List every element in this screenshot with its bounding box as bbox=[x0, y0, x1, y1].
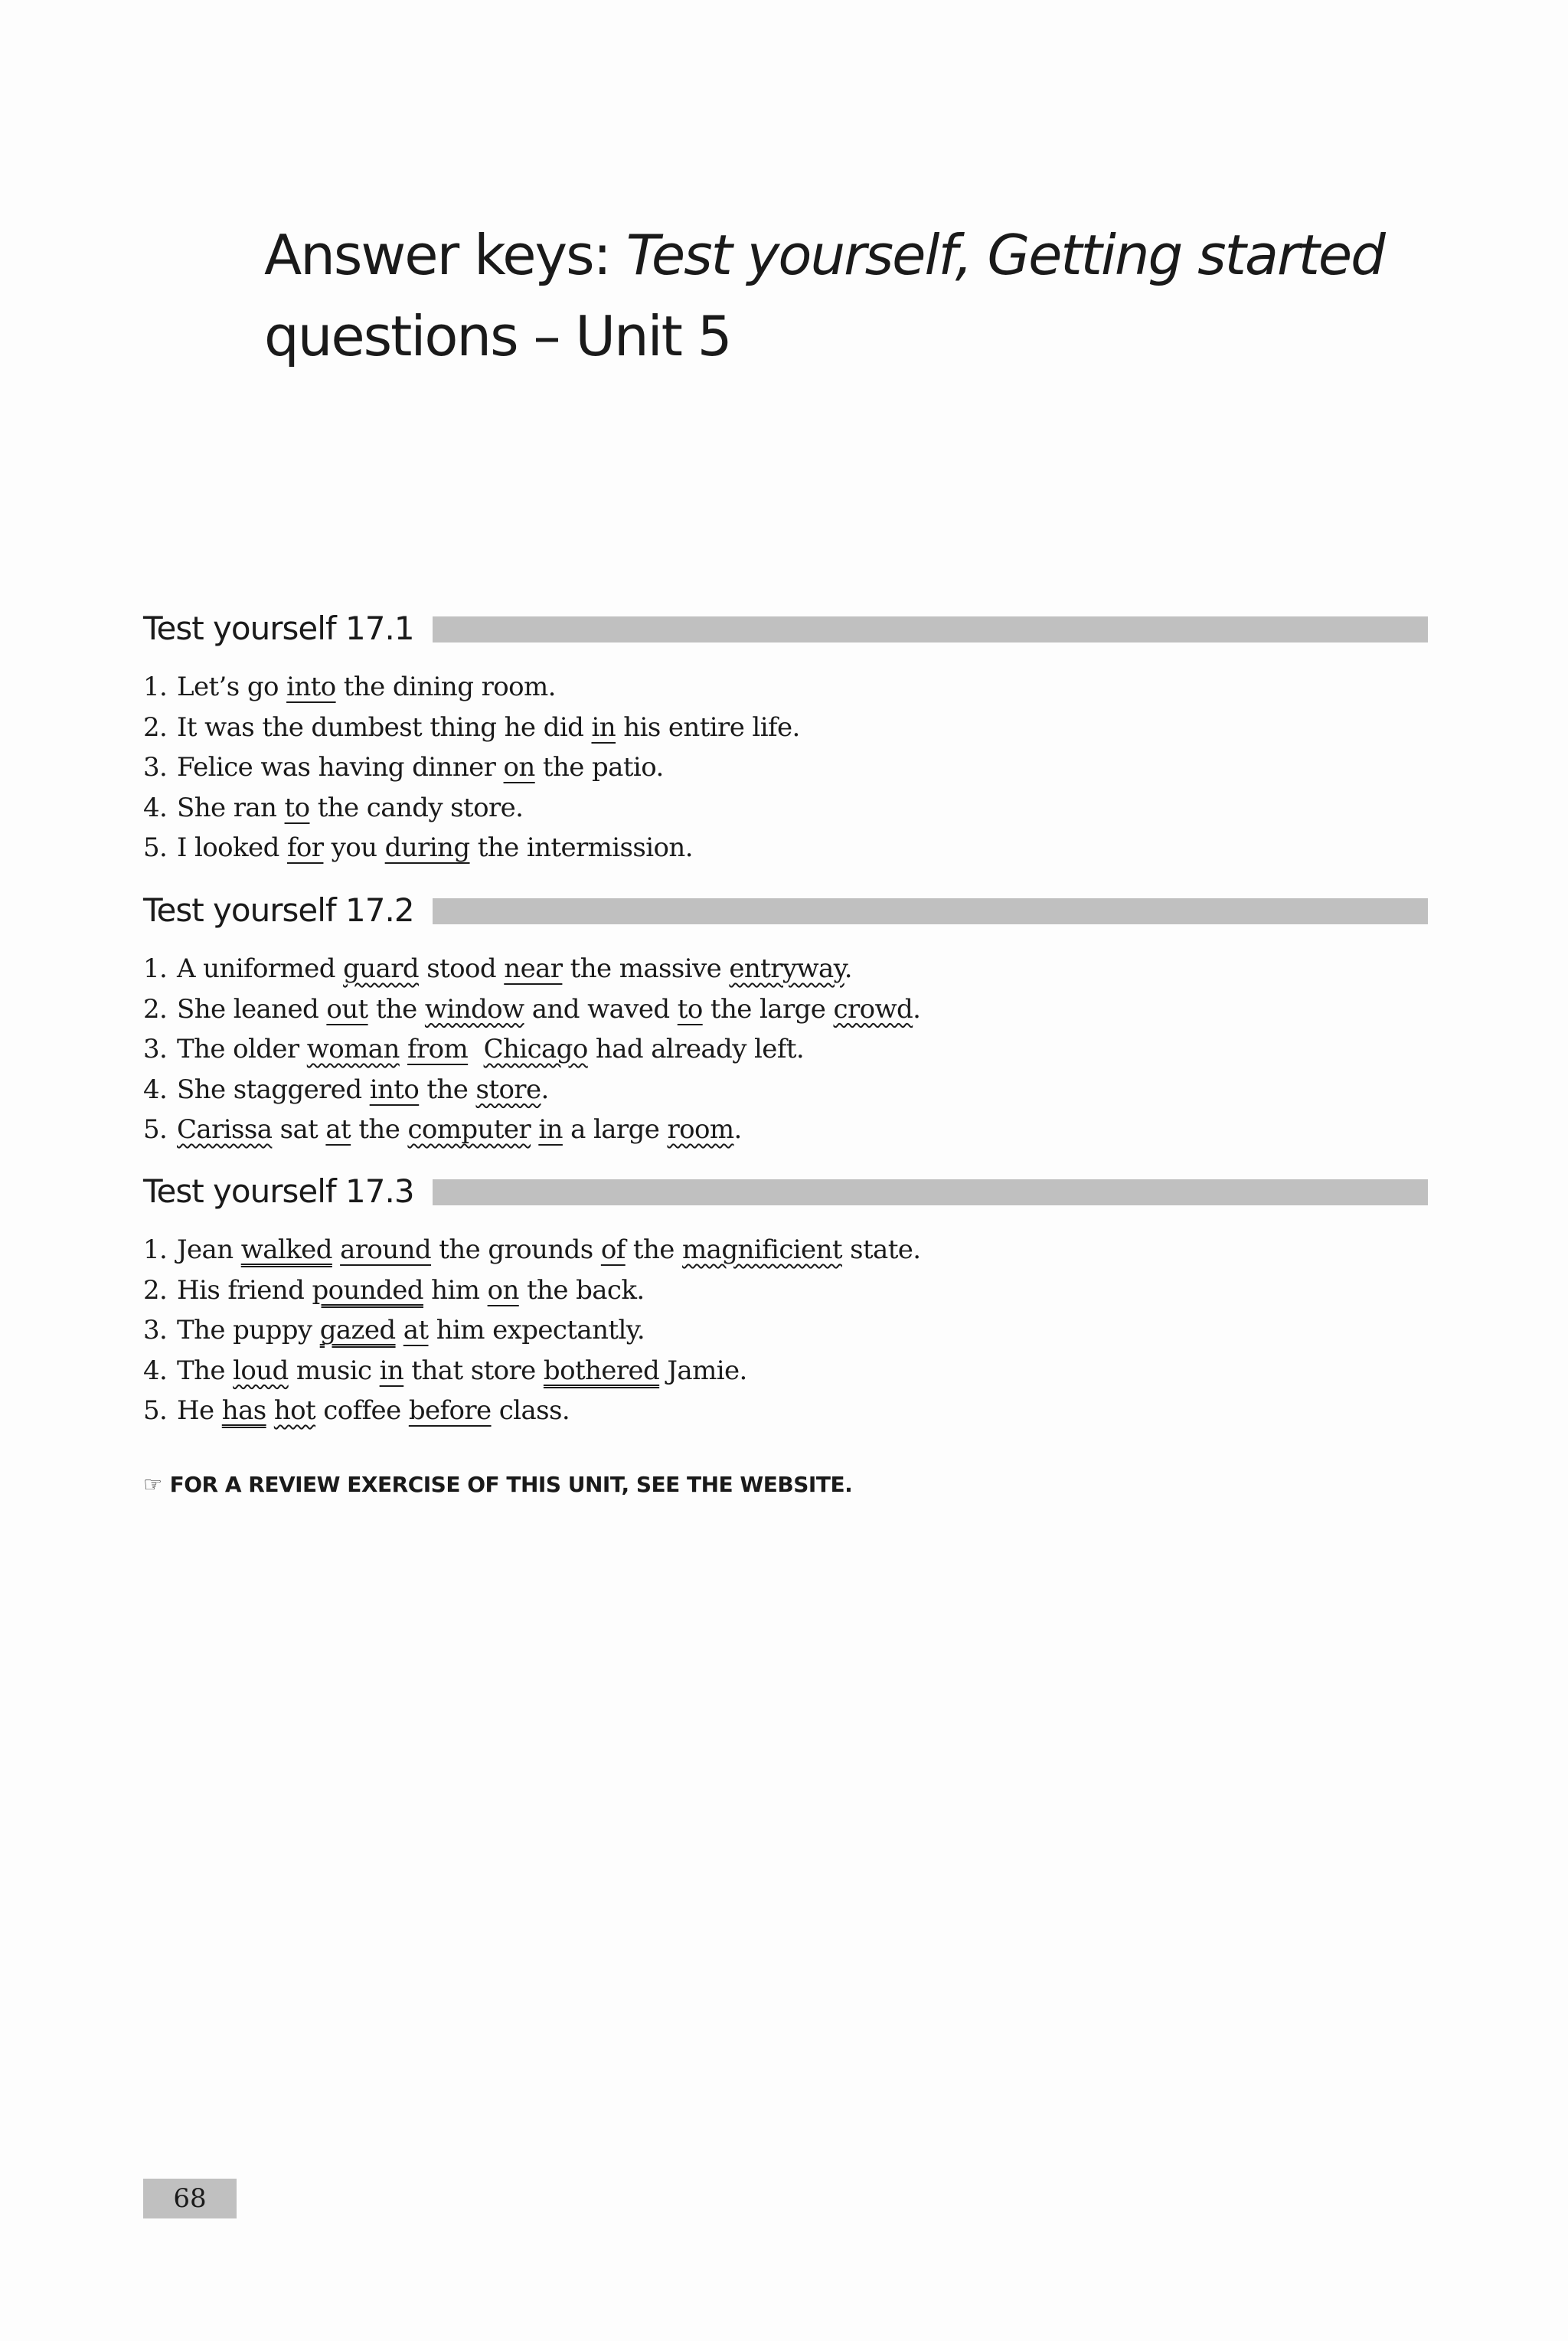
item-text: Let’s go bbox=[177, 672, 287, 702]
wavy-underlined-word: computer bbox=[407, 1114, 531, 1145]
title-line2: questions – Unit 5 bbox=[264, 304, 731, 368]
section-heading-row bbox=[143, 603, 1428, 653]
section-test-yourself-17-3 bbox=[143, 1166, 1428, 1431]
item-text: his entire life. bbox=[616, 711, 800, 743]
underlined-word: at bbox=[403, 1315, 429, 1345]
wavy-underlined-word: window bbox=[424, 993, 524, 1025]
underlined-word: into bbox=[369, 1074, 420, 1105]
section-heading-row bbox=[143, 1166, 1428, 1216]
item-text: music bbox=[288, 1355, 380, 1386]
underlined-word: of bbox=[600, 1234, 626, 1265]
item-text: the large bbox=[702, 993, 834, 1025]
answer-list bbox=[143, 949, 1428, 1150]
item-text: you bbox=[323, 832, 385, 863]
item-text: and waved bbox=[524, 993, 678, 1025]
answer-list bbox=[143, 1230, 1428, 1431]
item-text: She ran bbox=[177, 792, 285, 823]
wavy-underlined-word: room bbox=[667, 1114, 734, 1145]
item-text: the bbox=[625, 1234, 683, 1265]
item-text: that store bbox=[403, 1355, 544, 1386]
item-text: him bbox=[423, 1274, 488, 1306]
answer-item bbox=[143, 828, 1428, 868]
title-italic: Test yourself, Getting started bbox=[626, 223, 1384, 287]
underlined-word: from bbox=[407, 1034, 469, 1064]
item-text: the candy store. bbox=[309, 792, 524, 823]
item-text: . bbox=[844, 953, 852, 984]
underlined-word: in bbox=[379, 1355, 404, 1386]
item-text: She leaned bbox=[177, 993, 327, 1025]
item-text: sat bbox=[272, 1114, 326, 1145]
answer-item bbox=[143, 1351, 1428, 1391]
item-number: 2. bbox=[143, 993, 168, 1025]
item-text: class. bbox=[491, 1395, 570, 1426]
underlined-word: to bbox=[677, 993, 703, 1025]
answer-item bbox=[143, 1270, 1428, 1311]
answer-item bbox=[143, 1391, 1428, 1431]
double-underlined-word: walked bbox=[240, 1234, 332, 1265]
item-text: The bbox=[177, 1355, 234, 1386]
underlined-word: around bbox=[340, 1234, 432, 1265]
item-text bbox=[531, 1114, 538, 1145]
item-text: . bbox=[913, 993, 921, 1025]
item-text: the bbox=[351, 1114, 408, 1145]
wavy-underlined-word: Carissa bbox=[177, 1114, 273, 1145]
item-text: state. bbox=[841, 1234, 921, 1265]
wavy-underlined-word: store bbox=[475, 1074, 541, 1105]
item-number: 5. bbox=[143, 1114, 168, 1145]
review-note bbox=[143, 1472, 852, 1497]
item-text: the patio. bbox=[534, 752, 664, 783]
review-text: FOR A REVIEW EXERCISE OF THIS UNIT, SEE THE WEBSITE. bbox=[169, 1472, 853, 1497]
section-heading-row bbox=[143, 884, 1428, 935]
heading-bar bbox=[433, 616, 1428, 642]
double-underlined-word: pounded bbox=[312, 1274, 423, 1306]
item-text: had already left. bbox=[587, 1034, 805, 1064]
item-number: 5. bbox=[143, 832, 168, 863]
underlined-word: out bbox=[326, 993, 368, 1025]
heading-bar bbox=[433, 898, 1428, 924]
answer-item bbox=[143, 949, 1428, 989]
answer-item bbox=[143, 1230, 1428, 1270]
answer-item bbox=[143, 1110, 1428, 1150]
page-number: 68 bbox=[143, 2179, 237, 2218]
heading-bar bbox=[433, 1179, 1428, 1205]
wavy-underlined-word: loud bbox=[233, 1355, 289, 1386]
item-text: It was the dumbest thing he did bbox=[177, 711, 592, 743]
answer-item bbox=[143, 667, 1428, 708]
item-text: A uniformed bbox=[177, 953, 344, 984]
item-number: 1. bbox=[143, 672, 168, 702]
item-text: the back. bbox=[518, 1274, 645, 1306]
item-text: the grounds bbox=[431, 1234, 601, 1265]
section-heading: Test yourself 17.1 bbox=[143, 609, 414, 647]
item-text: Felice was having dinner bbox=[177, 752, 504, 783]
item-text bbox=[266, 1395, 274, 1426]
answer-item bbox=[143, 747, 1428, 788]
item-number: 2. bbox=[143, 1274, 168, 1306]
section-heading: Test yourself 17.2 bbox=[143, 891, 414, 929]
underlined-word: near bbox=[504, 953, 563, 984]
pointing-hand-icon: ☞ bbox=[143, 1472, 162, 1497]
item-text bbox=[400, 1034, 407, 1064]
underlined-word: during bbox=[384, 832, 470, 863]
underlined-word: into bbox=[286, 672, 336, 702]
wavy-underlined-word: guard bbox=[343, 953, 420, 984]
answer-item bbox=[143, 1029, 1428, 1070]
item-text bbox=[332, 1234, 340, 1265]
item-text: . bbox=[733, 1114, 742, 1145]
item-text: the bbox=[419, 1074, 476, 1105]
double-underlined-word: bothered bbox=[543, 1355, 660, 1386]
wavy-underlined-word: woman bbox=[306, 1034, 400, 1064]
title-prefix: Answer keys: bbox=[264, 223, 626, 287]
underlined-word: on bbox=[487, 1274, 519, 1306]
section-heading: Test yourself 17.3 bbox=[143, 1172, 414, 1210]
item-text bbox=[468, 1034, 483, 1064]
item-number: 3. bbox=[143, 752, 168, 783]
answer-item bbox=[143, 708, 1428, 748]
item-number: 4. bbox=[143, 792, 168, 823]
underlined-word: in bbox=[538, 1114, 563, 1145]
underlined-word: for bbox=[286, 832, 324, 863]
double-underlined-word: has bbox=[221, 1395, 266, 1426]
underlined-word: on bbox=[503, 752, 535, 783]
item-text: the bbox=[368, 993, 425, 1025]
page-title bbox=[264, 214, 1413, 377]
item-text: stood bbox=[419, 953, 505, 984]
item-number: 3. bbox=[143, 1315, 168, 1345]
item-text: I looked bbox=[177, 832, 287, 863]
item-text: a large bbox=[562, 1114, 668, 1145]
wavy-underlined-word: entryway bbox=[729, 953, 844, 984]
item-text: Jamie. bbox=[659, 1355, 747, 1386]
underlined-word: in bbox=[591, 711, 616, 743]
item-number: 4. bbox=[143, 1074, 168, 1105]
item-text: The older bbox=[177, 1034, 307, 1064]
underlined-word: to bbox=[284, 792, 310, 823]
item-text bbox=[396, 1315, 403, 1345]
wavy-underlined-word: magnificient bbox=[682, 1234, 842, 1265]
item-number: 5. bbox=[143, 1395, 168, 1426]
item-text: She staggered bbox=[177, 1074, 370, 1105]
answer-item bbox=[143, 989, 1428, 1030]
wavy-underlined-word: Chicago bbox=[483, 1034, 588, 1064]
wavy-underlined-word: crowd bbox=[833, 993, 913, 1025]
item-text: Jean bbox=[177, 1234, 241, 1265]
item-text: coffee bbox=[315, 1395, 409, 1426]
item-text: him expectantly. bbox=[428, 1315, 645, 1345]
answer-item bbox=[143, 1310, 1428, 1351]
item-number: 1. bbox=[143, 1234, 168, 1265]
section-test-yourself-17-1 bbox=[143, 603, 1428, 868]
double-underlined-word: gazed bbox=[319, 1315, 396, 1345]
item-number: 4. bbox=[143, 1355, 168, 1386]
item-number: 2. bbox=[143, 711, 168, 743]
item-text: He bbox=[177, 1395, 222, 1426]
item-text: The puppy bbox=[177, 1315, 320, 1345]
underlined-word: at bbox=[325, 1114, 351, 1145]
item-text: the intermission. bbox=[469, 832, 693, 863]
answer-item bbox=[143, 1070, 1428, 1110]
item-number: 1. bbox=[143, 953, 168, 984]
answer-item bbox=[143, 788, 1428, 829]
item-text: His friend bbox=[177, 1274, 312, 1306]
item-text: the massive bbox=[562, 953, 730, 984]
answer-list bbox=[143, 667, 1428, 868]
section-test-yourself-17-2 bbox=[143, 884, 1428, 1150]
item-text: the dining room. bbox=[335, 672, 556, 702]
item-number: 3. bbox=[143, 1034, 168, 1064]
wavy-underlined-word: hot bbox=[273, 1395, 316, 1426]
underlined-word: before bbox=[408, 1395, 492, 1426]
item-text: . bbox=[541, 1074, 549, 1105]
